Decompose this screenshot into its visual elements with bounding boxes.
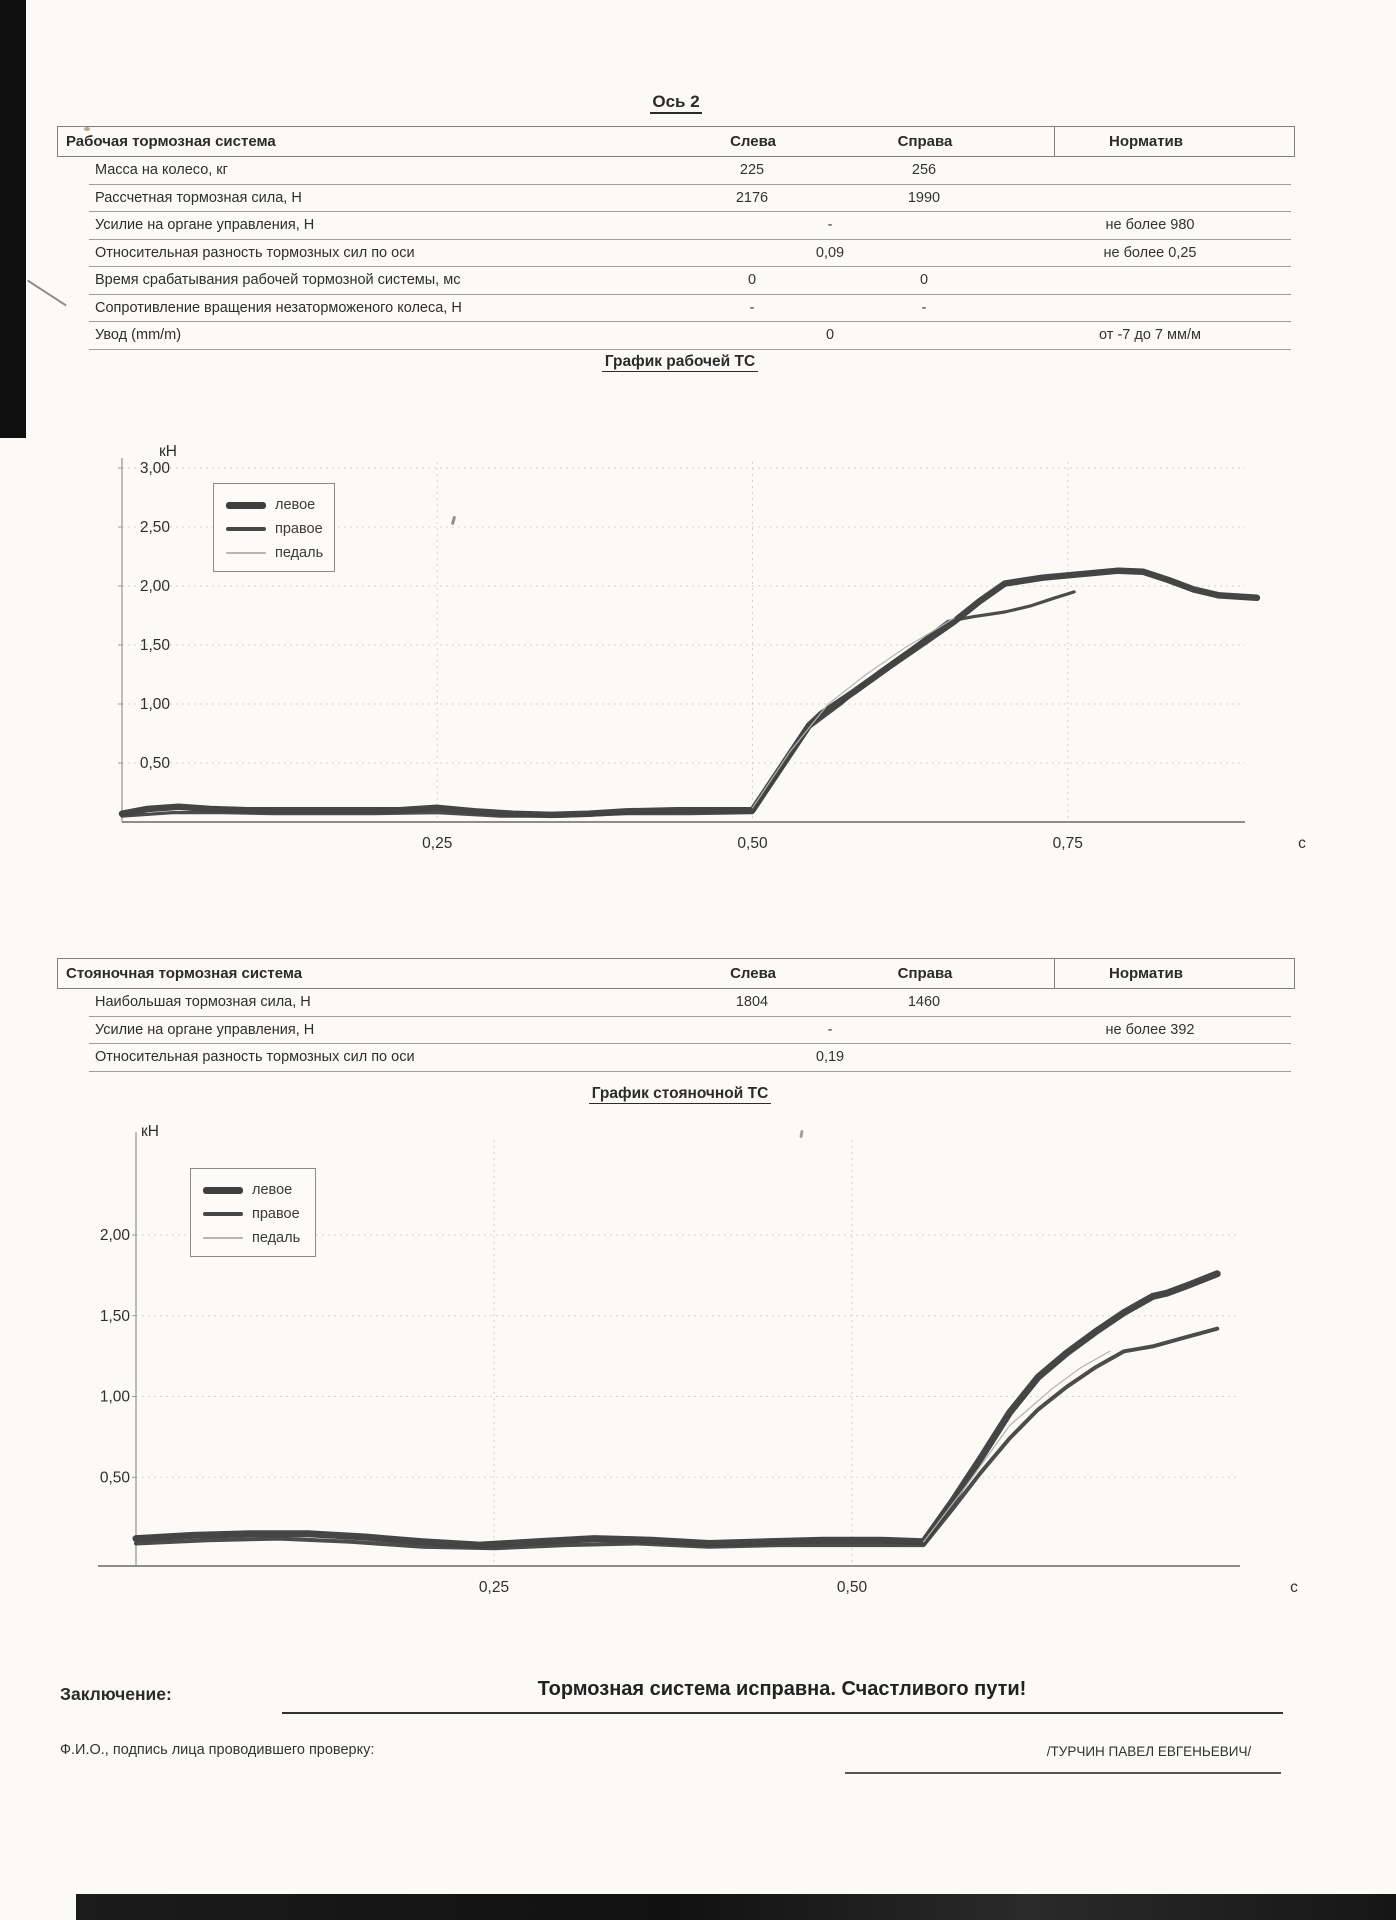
column-header-norm: Норматив: [1109, 133, 1183, 150]
table-row: [57, 295, 1295, 323]
row-label: Относительная разность тормозных сил по оси: [95, 1049, 415, 1065]
series-line-right: [122, 592, 1074, 816]
conclusion-text: Тормозная система исправна. Счастливого пути!: [537, 1678, 1027, 1700]
table-header: [57, 958, 1295, 989]
column-header-left: Слева: [730, 133, 776, 150]
y-unit-label: кН: [159, 443, 177, 460]
value-left: 1804: [735, 994, 769, 1010]
chart-title-text: График стояночной ТС: [589, 1085, 772, 1104]
table-row: [57, 989, 1295, 1017]
column-header-right: Справа: [897, 133, 953, 150]
page-title-text: Ось 2: [650, 92, 701, 114]
y-tick-label: 3,00: [139, 460, 170, 477]
column-header-norm: Норматив: [1109, 965, 1183, 982]
table-title: Рабочая тормозная система: [66, 133, 276, 150]
y-tick-label: 0,50: [139, 755, 170, 772]
row-label: Сопротивление вращения незаторможеного колеса, Н: [95, 299, 462, 316]
row-label: Время срабатывания рабочей тормозной системы, мс: [95, 272, 461, 288]
legend-line-sample-left: [203, 1187, 243, 1194]
legend-item-pedal: [226, 541, 324, 565]
value-left: 0: [747, 272, 757, 288]
signature-name: /ТУРЧИН ПАВЕЛ ЕВГЕНЬЕВИЧ/: [1046, 1744, 1252, 1759]
table-row: [57, 267, 1295, 295]
series-line-left: [122, 571, 1257, 815]
value-left: -: [749, 299, 755, 316]
value-right: 1990: [907, 189, 941, 206]
value-left: 225: [739, 162, 765, 178]
y-tick-label: 1,50: [139, 637, 170, 654]
y-tick-label: 1,50: [99, 1307, 130, 1325]
value-norm: от -7 до 7 мм/м: [1099, 327, 1201, 343]
chart-title-text: График рабочей ТС: [602, 353, 758, 372]
table-row: [57, 240, 1295, 268]
series-line-pedal: [924, 1351, 1110, 1542]
legend-label: правое: [275, 521, 323, 537]
x-tick-label: 0,25: [478, 1579, 510, 1596]
y-tick-label: 0,50: [99, 1469, 130, 1487]
legend-line-sample-pedal: [203, 1237, 243, 1239]
chart-title-service: [60, 353, 1300, 371]
table-service-brake: [57, 126, 1295, 350]
table-parking-brake: [57, 958, 1295, 1072]
value-center: -: [827, 217, 833, 233]
value-left: 2176: [735, 189, 769, 206]
scan-artifact-speck: [799, 1130, 803, 1138]
x-tick-label: 0,25: [422, 835, 453, 852]
row-label: Усилие на органе управления, Н: [95, 217, 315, 233]
table-row: [57, 1044, 1295, 1072]
x-unit-label: с: [1298, 835, 1306, 852]
row-label: Увод (mm/m): [95, 327, 182, 343]
x-tick-label: 0,50: [836, 1579, 868, 1596]
legend-label: левое: [275, 497, 316, 513]
column-header-left: Слева: [730, 965, 776, 982]
row-label: Наибольшая тормозная сила, Н: [95, 994, 311, 1010]
signature-caption: Ф.И.О., подпись лица проводившего проверку:: [60, 1742, 375, 1758]
chart-title-parking: [60, 1085, 1300, 1103]
value-center: 0,19: [815, 1049, 845, 1065]
value-right: 256: [911, 162, 937, 178]
y-tick-label: 2,00: [139, 578, 170, 595]
signature-line: [845, 1772, 1281, 1774]
scan-artifact-left-bar: [0, 0, 26, 438]
legend-line-sample-left: [226, 502, 266, 509]
value-center: -: [827, 1021, 833, 1038]
row-label: Масса на колесо, кг: [95, 162, 228, 178]
y-tick-label: 1,00: [139, 696, 170, 713]
y-tick-label: 2,50: [139, 519, 170, 536]
row-label: Относительная разность тормозных сил по оси: [95, 244, 415, 261]
y-tick-label: 1,00: [99, 1388, 130, 1406]
table-header: [57, 126, 1295, 157]
table-title: Стояночная тормозная система: [66, 965, 303, 982]
value-right: -: [921, 299, 927, 316]
value-right: 0: [919, 272, 929, 288]
legend-item-left: [226, 493, 324, 517]
legend-item-right: [226, 517, 324, 541]
conclusion-label: Заключение:: [60, 1684, 172, 1704]
y-unit-label: кН: [141, 1123, 159, 1140]
row-label: Усилие на органе управления, Н: [95, 1021, 315, 1038]
value-norm: не более 0,25: [1103, 244, 1197, 261]
table-row: [57, 1017, 1295, 1045]
legend-label: правое: [252, 1206, 300, 1222]
series-line-left: [136, 1274, 1217, 1545]
legend-line-sample-right: [203, 1212, 243, 1216]
x-unit-label: с: [1290, 1579, 1298, 1596]
value-right: 1460: [907, 994, 941, 1010]
value-center: 0: [825, 327, 835, 343]
legend-line-sample-pedal: [226, 552, 266, 554]
legend-parking-chart: [190, 1168, 316, 1257]
value-norm: не более 392: [1105, 1021, 1195, 1038]
legend-label: левое: [252, 1182, 293, 1198]
page-title: [57, 92, 1295, 112]
legend-item-pedal: [203, 1226, 305, 1250]
row-label: Рассчетная тормозная сила, Н: [95, 189, 302, 206]
table-row: [57, 185, 1295, 213]
legend-label: педаль: [252, 1230, 301, 1246]
legend-item-right: [203, 1202, 305, 1226]
legend-item-left: [203, 1178, 305, 1202]
legend-service-chart: [213, 483, 335, 572]
conclusion-underline: [282, 1712, 1283, 1714]
legend-label: педаль: [275, 545, 324, 561]
value-norm: не более 980: [1105, 217, 1195, 233]
x-tick-label: 0,50: [737, 835, 768, 852]
series-line-pedal: [753, 618, 955, 808]
series-line-right: [136, 1329, 1217, 1549]
table-row: [57, 322, 1295, 350]
y-tick-label: 2,00: [99, 1227, 130, 1244]
x-tick-label: 0,75: [1052, 835, 1083, 852]
scan-artifact-speck: [451, 516, 456, 525]
table-row: [57, 157, 1295, 185]
table-row: [57, 212, 1295, 240]
value-center: 0,09: [815, 244, 845, 261]
legend-line-sample-right: [226, 527, 266, 531]
scan-artifact-bottom-bar: [76, 1894, 1396, 1920]
column-header-right: Справа: [897, 965, 953, 982]
